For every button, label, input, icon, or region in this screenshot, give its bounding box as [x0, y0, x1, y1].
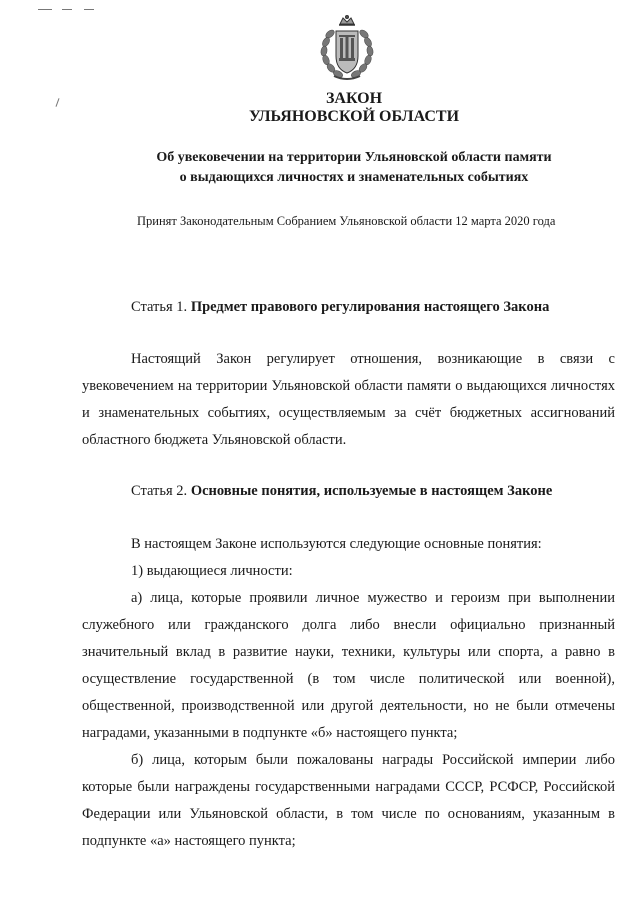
scan-mark — [62, 9, 72, 10]
article-2-item-1: 1) выдающиеся личности: — [131, 563, 293, 579]
scan-mark — [38, 9, 52, 10]
article-2-intro: В настоящем Законе используются следующие основные понятия: — [131, 536, 542, 552]
law-region: УЛЬЯНОВСКОЙ ОБЛАСТИ — [248, 108, 460, 125]
law-title: ЗАКОН — [325, 90, 383, 107]
article-1-body — [82, 346, 615, 454]
scan-mark — [84, 9, 94, 10]
coat-of-arms-icon — [318, 14, 376, 84]
article-2-body — [82, 531, 615, 855]
article-1-prefix: Статья 1. — [131, 299, 191, 315]
article-2-subitem-b: б) лица, которым были пожалованы награды Российской империи либо которые были награждены государственными наградами СССР, РСФСР, Российской Федерации или Ульяновской области, в том числе по основаниям, указанным в подпункте «а» настоящего пункта; — [82, 752, 615, 849]
law-subject-line-1: Об увековечении на территории Ульяновской области памяти — [156, 150, 552, 165]
article-1-paragraph: Настоящий Закон регулирует отношения, возникающие в связи с увековечением на территории Ульяновской области памяти о выдающихся личностях и знаменательных событиях, осуществляемым за счёт бюджетных ассигнований областного бюджета Ульяновской области. — [82, 351, 615, 448]
article-2-title: Основные понятия, используемые в настоящем Законе — [190, 483, 553, 499]
article-1-heading — [131, 299, 549, 316]
article-2-heading — [131, 483, 552, 500]
law-subject-line-2: о выдающихся личностях и знаменательных событиях — [179, 170, 529, 185]
article-2-prefix: Статья 2. — [131, 483, 191, 499]
article-2-subitem-a: а) лица, которые проявили личное мужество и героизм при выполнении служебного или гражданского долга либо внесли официально признанный значительный вклад в развитие науки, техники, культуры или спорта, а равно в осуществление государственной (в том числе политической или военной), общественной, производственной или другой деятельности, но не были отмечены наградами, указанными в подпункте «б» настоящего пункта; — [82, 590, 615, 741]
adoption-note: Принят Законодательным Собранием Ульяновской области 12 марта 2020 года — [137, 214, 556, 228]
article-1-title: Предмет правового регулирования настоящего Закона — [190, 299, 550, 315]
